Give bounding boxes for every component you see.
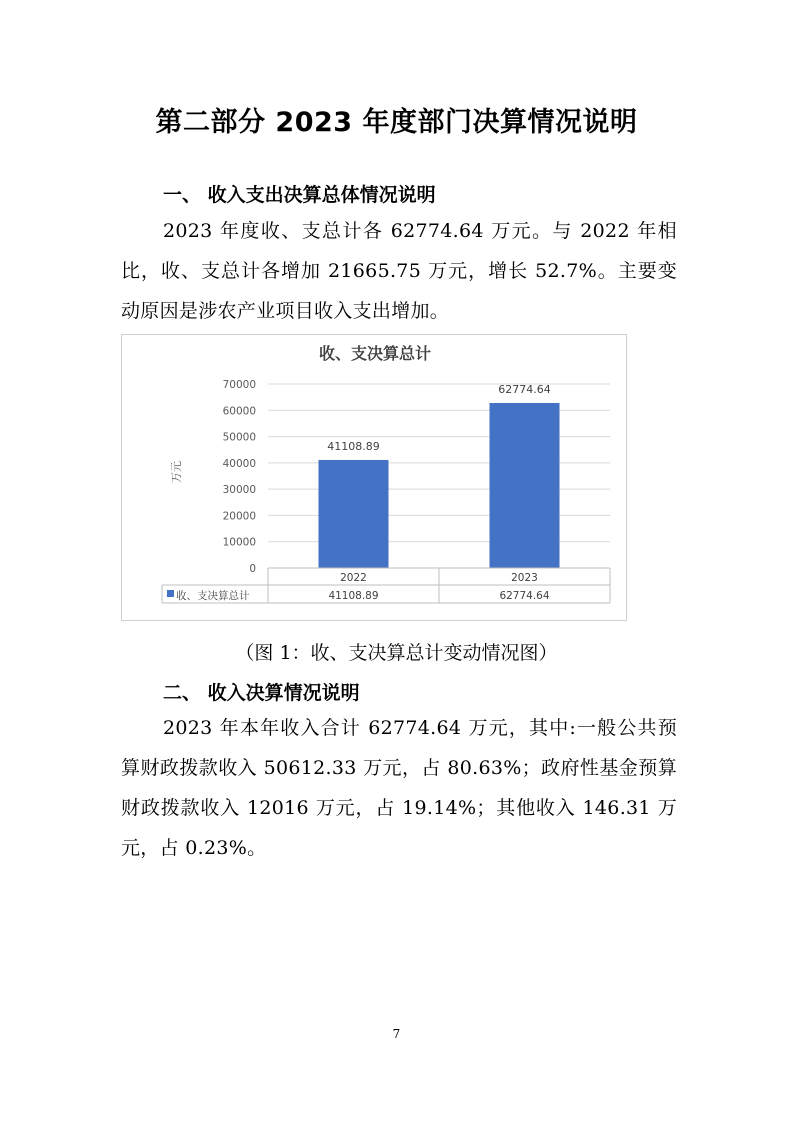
bar-2023: [490, 403, 560, 568]
y-tick-label: 70000: [222, 379, 256, 391]
x-tick-label: 2023: [511, 572, 538, 584]
x-tick-label: 2022: [340, 572, 367, 584]
table-value: 62774.64: [499, 590, 550, 602]
data-label: 62774.64: [498, 382, 551, 396]
section2-paragraph: [121, 708, 677, 868]
y-tick-label: 10000: [222, 536, 256, 549]
y-tick-label: 40000: [222, 457, 256, 470]
chart-ylabel: 万元: [170, 461, 183, 483]
y-tick-label: 30000: [222, 484, 256, 497]
data-label: 41108.89: [327, 439, 380, 453]
y-tick-label: 60000: [222, 405, 256, 418]
legend-swatch: [167, 590, 174, 597]
table-value: 41108.89: [328, 590, 379, 602]
page-title: 第二部分 2023 年度部门决算情况说明: [155, 107, 638, 138]
chart-title: 收、支决算总计: [318, 344, 432, 363]
chart-svg: [122, 335, 628, 622]
section1-heading: 一、 收入支出决算总体情况说明: [163, 184, 436, 206]
section2-paragraph-text: 2023 年本年收入合计 62774.64 万元，其中:一般公共预算财政拨款收入 50612.33 万元，占 80.63%；政府性基金预算财政拨款收入 12016 万元，占 19.14%；其他收入 146.31 万元，占 0.23%。: [121, 717, 677, 859]
y-tick-label: 50000: [222, 431, 256, 444]
legend-label: 收、支决算总计: [176, 590, 250, 602]
section2-heading: 二、 收入决算情况说明: [163, 682, 360, 704]
section1-paragraph: [121, 211, 677, 331]
y-tick-label: 20000: [222, 510, 256, 523]
bar-2022: [319, 460, 389, 568]
bar-chart: [121, 334, 627, 621]
y-tick-label: 0: [249, 563, 256, 575]
figure-caption: （图 1：收、支决算总计变动情况图）: [235, 642, 558, 664]
section1-paragraph-text: 2023 年度收、支总计各 62774.64 万元。与 2022 年相比，收、支总计各增加 21665.75 万元，增长 52.7%。主要变动原因是涉农产业项目收入支出增加。: [121, 220, 677, 322]
page-number: 7: [392, 1027, 401, 1041]
